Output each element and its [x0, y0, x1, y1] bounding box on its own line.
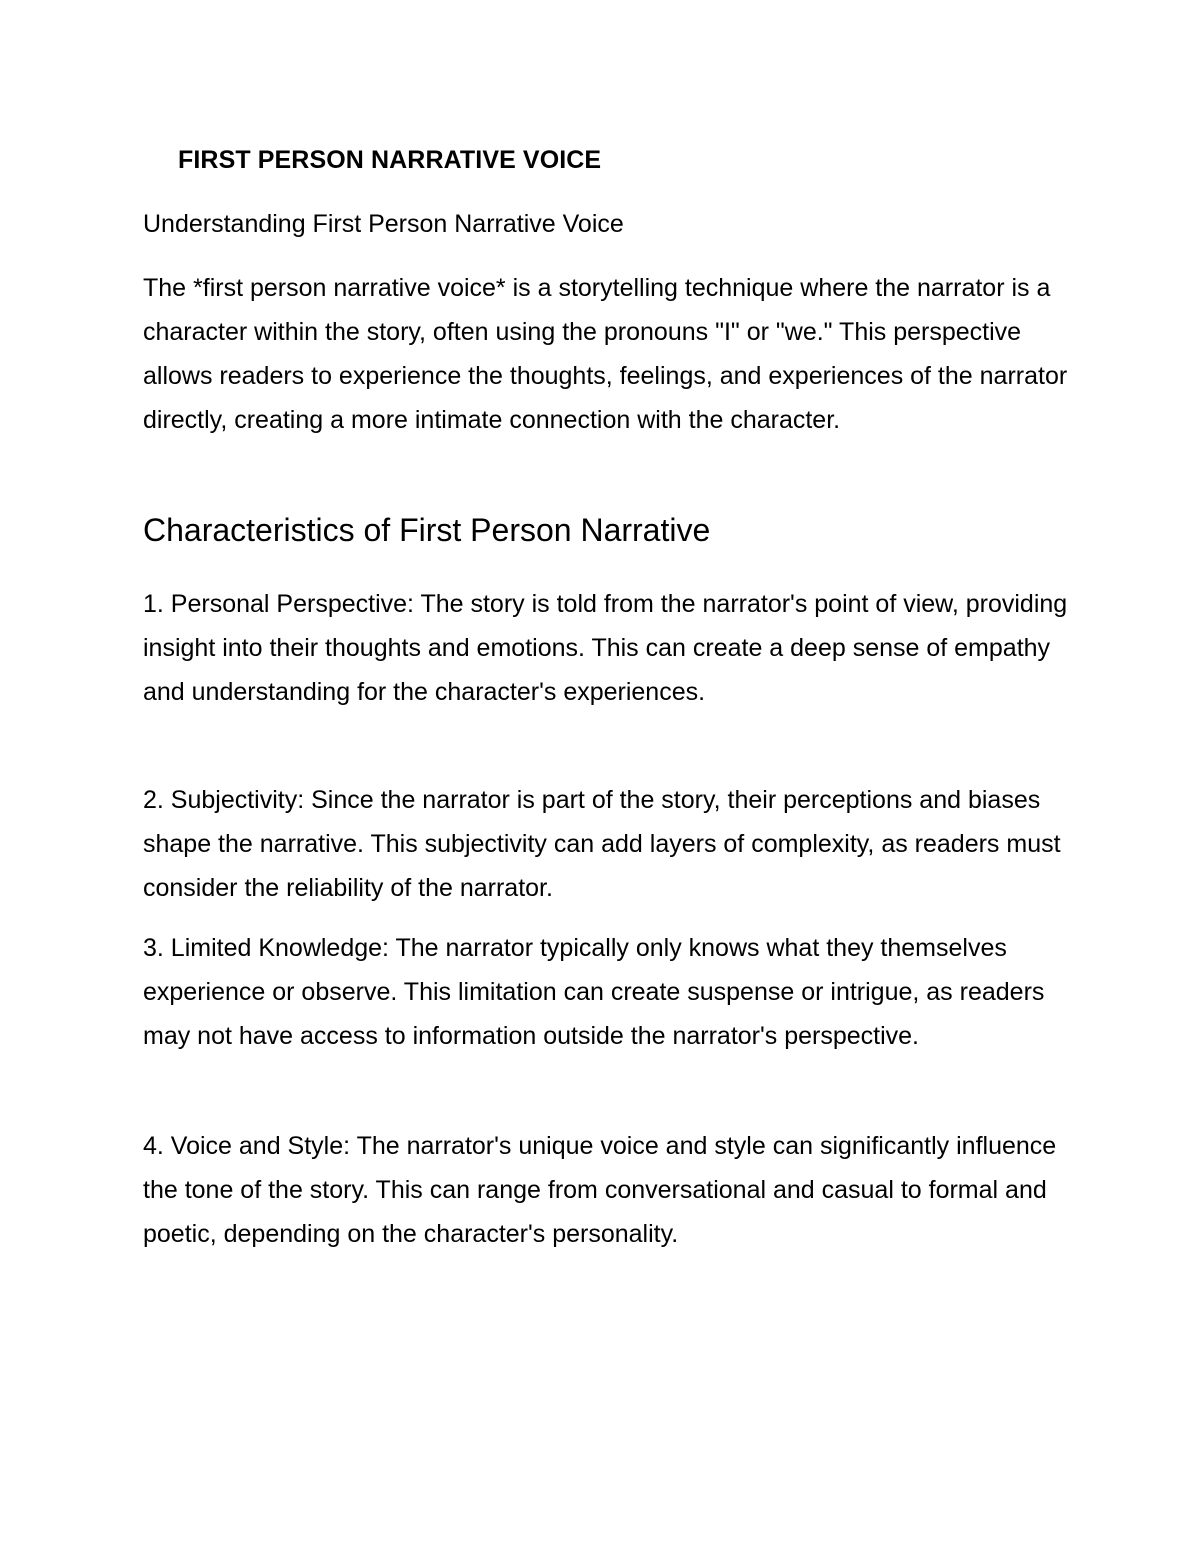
list-item-voice-and-style: 4. Voice and Style: The narrator's unique voice and style can significantly influence the tone of the story. This can range from conversational and casual to formal and poetic, depending on the character's personality.: [143, 1132, 1057, 1248]
list-item-personal-perspective: 1. Personal Perspective: The story is told from the narrator's point of view, providing insight into their thoughts and emotions. This can create a deep sense of empathy and understanding for the character's experiences.: [143, 590, 1068, 706]
document-title: FIRST PERSON NARRATIVE VOICE: [178, 146, 602, 174]
intro-paragraph: The *first person narrative voice* is a storytelling technique where the narrator is a character within the story, often using the pronouns "I" or "we." This perspective allows readers to experience the thoughts, feelings, and experiences of the narrator directly, creating a more intimate connection with the character.: [143, 274, 1068, 434]
document-subtitle: Understanding First Person Narrative Voice: [143, 210, 624, 238]
section-heading: Characteristics of First Person Narrative: [143, 512, 711, 548]
list-item-subjectivity: 2. Subjectivity: Since the narrator is part of the story, their perceptions and biases shape the narrative. This subjectivity can add layers of complexity, as readers must consider the reliability of the narrator.: [143, 786, 1061, 902]
list-item-limited-knowledge: 3. Limited Knowledge: The narrator typically only knows what they themselves experience or observe. This limitation can create suspense or intrigue, as readers may not have access to information outside the narrator's perspective.: [143, 934, 1045, 1050]
